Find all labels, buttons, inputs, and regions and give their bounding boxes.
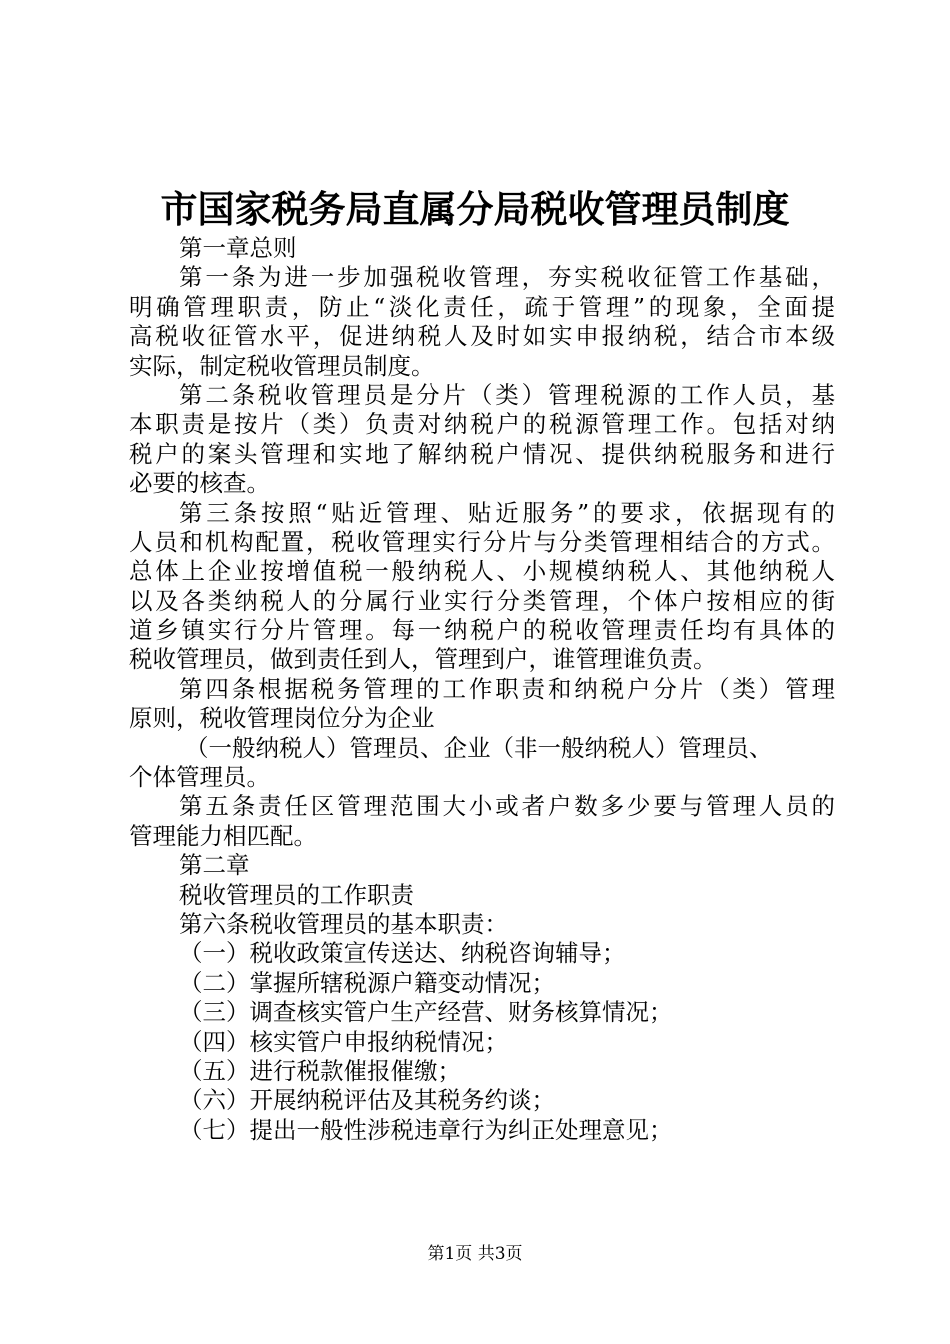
paragraph-line: 个体管理员。 bbox=[129, 763, 270, 792]
list-item: （四）核实管户申报纳税情况； bbox=[179, 1027, 508, 1056]
chapter-heading: 第一章总则 bbox=[179, 234, 297, 262]
document-body bbox=[129, 234, 835, 1145]
chapter-heading: 第二章 bbox=[179, 851, 250, 880]
paragraph-line: 第六条税收管理员的基本职责： bbox=[179, 909, 508, 938]
paragraph-line: 明确管理职责，防止“淡化责任，疏于管理”的现象，全面提 bbox=[129, 292, 835, 321]
paragraph-line: 总体上企业按增值税一般纳税人、小规模纳税人、其他纳税人 bbox=[129, 557, 835, 586]
paragraph-line: （一般纳税人）管理员、企业（非一般纳税人）管理员、 bbox=[185, 733, 773, 762]
paragraph-line: 第二条税收管理员是分片（类）管理税源的工作人员，基 bbox=[179, 380, 835, 409]
paragraph-line: 道乡镇实行分片管理。每一纳税户的税收管理责任均有具体的 bbox=[129, 616, 835, 645]
paragraph-line: 税收管理员，做到责任到人，管理到户，谁管理谁负责。 bbox=[129, 645, 717, 674]
paragraph-line: 第四条根据税务管理的工作职责和纳税户分片（类）管理 bbox=[179, 674, 835, 703]
list-item: （二）掌握所辖税源户籍变动情况； bbox=[179, 968, 555, 997]
paragraph-line: 第五条责任区管理范围大小或者户数多少要与管理人员的 bbox=[179, 792, 835, 821]
page-footer: 第1页 共3页 bbox=[427, 1244, 523, 1264]
list-item: （七）提出一般性涉税违章行为纠正处理意见； bbox=[179, 1115, 673, 1144]
paragraph-line: 原则，税收管理岗位分为企业 bbox=[129, 704, 435, 733]
chapter-subtitle: 税收管理员的工作职责 bbox=[179, 880, 414, 909]
paragraph-line: 实际，制定税收管理员制度。 bbox=[129, 351, 435, 380]
paragraph-line: 管理能力相匹配。 bbox=[129, 821, 317, 850]
paragraph-line: 第三条按照“贴近管理、贴近服务”的要求，依据现有的 bbox=[179, 498, 835, 527]
paragraph-line: 以及各类纳税人的分属行业实行分类管理，个体户按相应的街 bbox=[129, 586, 835, 615]
list-item: （五）进行税款催报催缴； bbox=[179, 1056, 461, 1085]
list-item: （一）税收政策宣传送达、纳税咨询辅导； bbox=[179, 939, 626, 968]
paragraph-line: 第一条为进一步加强税收管理，夯实税收征管工作基础， bbox=[179, 263, 835, 292]
paragraph-line: 高税收征管水平，促进纳税人及时如实申报纳税，结合市本级 bbox=[129, 322, 835, 351]
paragraph-line: 人员和机构配置，税收管理实行分片与分类管理相结合的方式。 bbox=[129, 527, 835, 556]
list-item: （三）调查核实管户生产经营、财务核算情况； bbox=[179, 998, 673, 1027]
paragraph-line: 本职责是按片（类）负责对纳税户的税源管理工作。包括对纳 bbox=[129, 410, 835, 439]
list-item: （六）开展纳税评估及其税务约谈； bbox=[179, 1086, 555, 1115]
paragraph-line: 税户的案头管理和实地了解纳税户情况、提供纳税服务和进行 bbox=[129, 439, 835, 468]
paragraph-line: 必要的核查。 bbox=[129, 469, 270, 498]
document-title: 市国家税务局直属分局税收管理员制度 bbox=[160, 187, 790, 231]
